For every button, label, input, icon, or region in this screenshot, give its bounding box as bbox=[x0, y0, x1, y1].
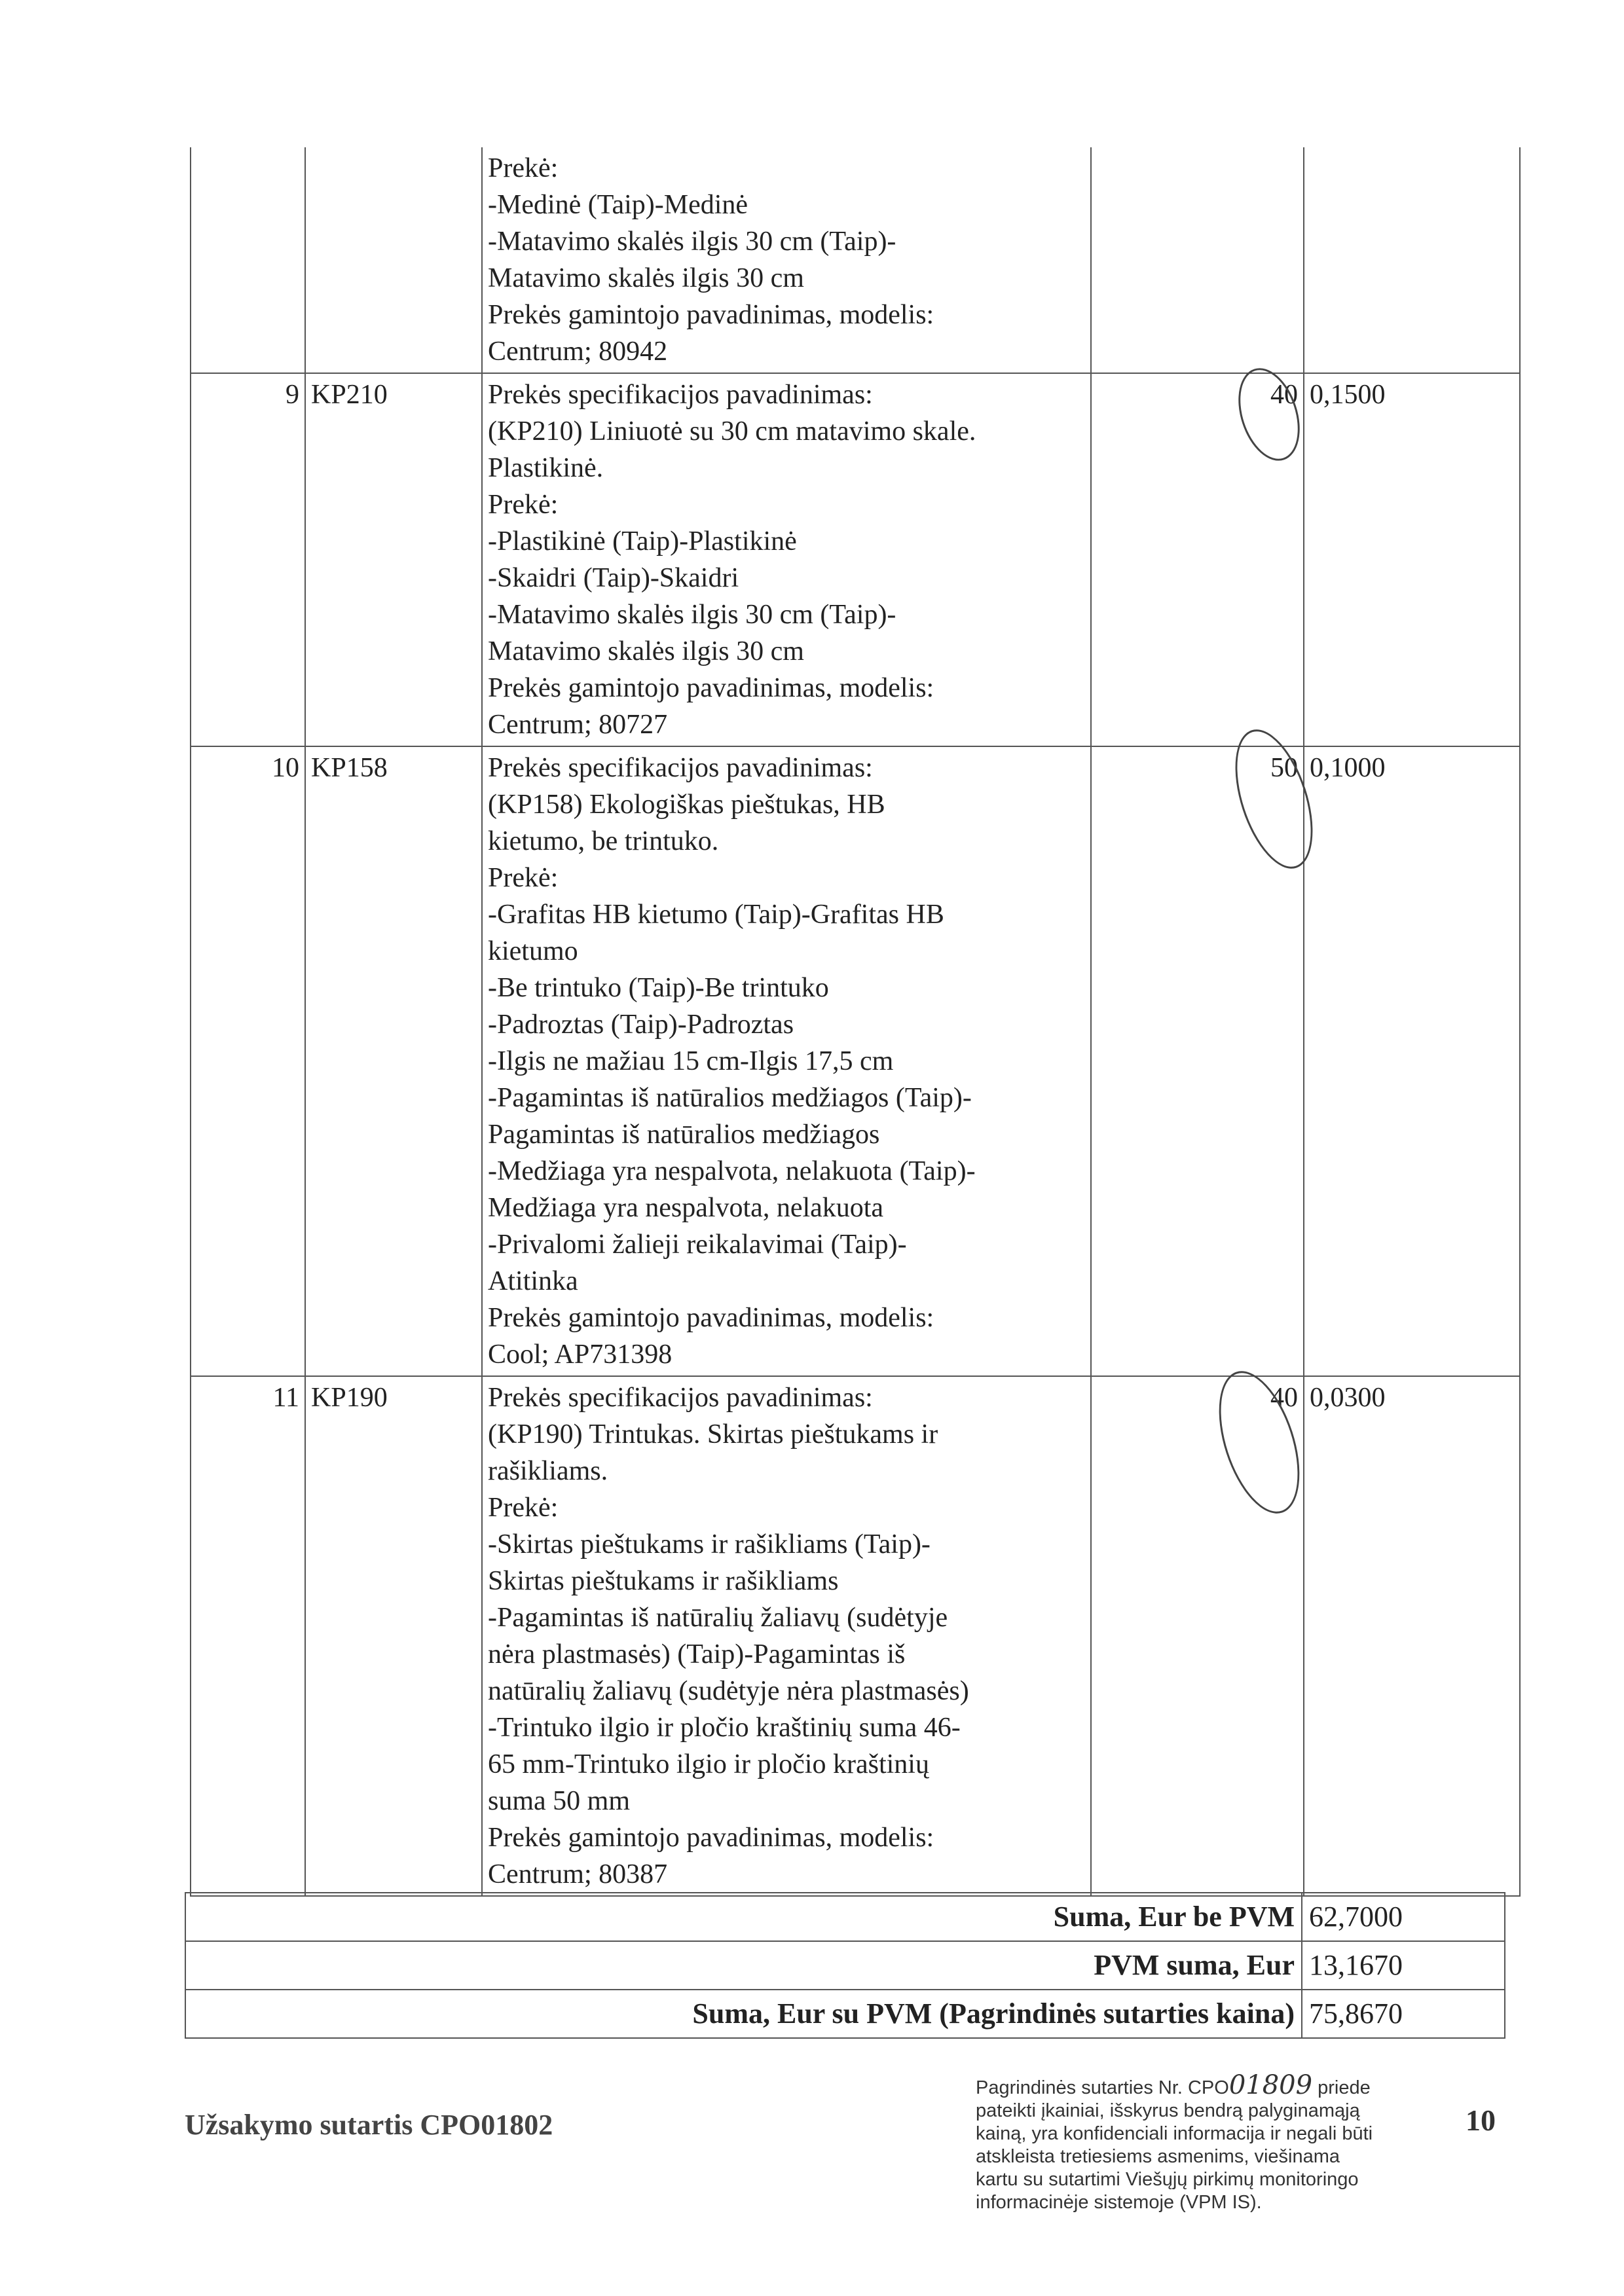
total-label-net: Suma, Eur be PVM bbox=[185, 1893, 1302, 1941]
description-line: Prekės specifikacijos pavadinimas: bbox=[488, 380, 873, 410]
item-quantity: 40 bbox=[1091, 373, 1304, 746]
items-table-body bbox=[191, 147, 1520, 1896]
total-label-gross: Suma, Eur su PVM (Pagrindinės sutarties kaina) bbox=[185, 1990, 1302, 2038]
description-line: (KP210) Liniuotė su 30 cm matavimo skale. bbox=[488, 416, 976, 446]
item-unit-price: 0,1500 bbox=[1304, 373, 1520, 746]
note-line: informacinėje sistemoje (VPM IS). bbox=[976, 2192, 1262, 2213]
note-line: kartu su sutartimi Viešųjų pirkimų monitoringo bbox=[976, 2169, 1359, 2190]
contract-title: Užsakymo sutartis CPO01802 bbox=[185, 2109, 553, 2141]
description-line: 65 mm-Trintuko ilgio ir pločio kraštinių bbox=[488, 1749, 929, 1779]
total-label-vat: PVM suma, Eur bbox=[185, 1941, 1302, 1990]
description-line: -Medžiaga yra nespalvota, nelakuota (Taip)- bbox=[488, 1156, 976, 1186]
item-unit-price bbox=[1304, 147, 1520, 373]
description-line: Pagamintas iš natūralios medžiagos bbox=[488, 1120, 880, 1150]
description-line: natūralių žaliavų (sudėtyje nėra plastmasės) bbox=[488, 1676, 969, 1706]
description-line: (KP158) Ekologiškas pieštukas, HB bbox=[488, 790, 885, 820]
description-line: -Plastikinė (Taip)-Plastikinė bbox=[488, 526, 797, 556]
description-line: -Ilgis ne mažiau 15 cm-Ilgis 17,5 cm bbox=[488, 1046, 894, 1076]
description-line: -Skirtas pieštukams ir rašikliams (Taip)- bbox=[488, 1529, 931, 1559]
description-line: suma 50 mm bbox=[488, 1786, 630, 1816]
description-line: -Pagamintas iš natūralių žaliavų (sudėtyje bbox=[488, 1603, 948, 1633]
table-row bbox=[191, 746, 1520, 1376]
description-line: Centrum; 80387 bbox=[488, 1859, 668, 1889]
description-line: Cool; AP731398 bbox=[488, 1339, 673, 1370]
description-line: -Trintuko ilgio ir pločio kraštinių suma 46- bbox=[488, 1713, 961, 1743]
item-number bbox=[191, 147, 305, 373]
description-line: Prekė: bbox=[488, 153, 559, 183]
note-line: pateikti įkainiai, išskyrus bendrą palyginamąją bbox=[976, 2100, 1360, 2121]
description-line: Skirtas pieštukams ir rašikliams bbox=[488, 1566, 839, 1596]
item-code: KP158 bbox=[305, 746, 482, 1376]
note-lines bbox=[976, 2100, 1473, 2214]
item-number: 10 bbox=[191, 746, 305, 1376]
total-value-vat: 13,1670 bbox=[1302, 1941, 1505, 1990]
description-line: kietumo bbox=[488, 936, 578, 966]
description-line: Plastikinė. bbox=[488, 453, 604, 483]
item-code: KP190 bbox=[305, 1376, 482, 1896]
description-line: rašikliams. bbox=[488, 1456, 608, 1486]
totals-row-vat bbox=[185, 1941, 1505, 1990]
table-row bbox=[191, 1376, 1520, 1896]
item-description bbox=[482, 373, 1091, 746]
item-unit-price: 0,0300 bbox=[1304, 1376, 1520, 1896]
totals-row-gross bbox=[185, 1990, 1505, 2038]
description-line: Prekė: bbox=[488, 1493, 559, 1523]
description-line: Prekės gamintojo pavadinimas, modelis: bbox=[488, 1823, 934, 1853]
item-quantity: 50 bbox=[1091, 746, 1304, 1376]
total-value-net: 62,7000 bbox=[1302, 1893, 1505, 1941]
description-line: -Pagamintas iš natūralios medžiagos (Taip)- bbox=[488, 1083, 972, 1113]
description-line: -Privalomi žalieji reikalavimai (Taip)- bbox=[488, 1230, 907, 1260]
item-quantity bbox=[1091, 147, 1304, 373]
description-line: -Skaidri (Taip)-Skaidri bbox=[488, 563, 739, 593]
items-table bbox=[190, 147, 1521, 1897]
item-number: 9 bbox=[191, 373, 305, 746]
total-value-gross: 75,8670 bbox=[1302, 1990, 1505, 2038]
totals-row-net bbox=[185, 1893, 1505, 1941]
description-line: Matavimo skalės ilgis 30 cm bbox=[488, 263, 804, 293]
description-line: -Padroztas (Taip)-Padroztas bbox=[488, 1010, 794, 1040]
description-line: Prekės gamintojo pavadinimas, modelis: bbox=[488, 1303, 934, 1333]
item-unit-price: 0,1000 bbox=[1304, 746, 1520, 1376]
handwritten-contract-number: 01809 bbox=[1228, 2070, 1313, 2100]
page-number: 10 bbox=[1466, 2104, 1496, 2137]
item-description bbox=[482, 746, 1091, 1376]
confidentiality-note bbox=[976, 2070, 1473, 2214]
item-number: 11 bbox=[191, 1376, 305, 1896]
table-row bbox=[191, 147, 1520, 373]
description-line: Prekė: bbox=[488, 863, 559, 893]
item-code: KP210 bbox=[305, 373, 482, 746]
description-line: kietumo, be trintuko. bbox=[488, 826, 719, 856]
description-line: Prekės gamintojo pavadinimas, modelis: bbox=[488, 300, 934, 330]
description-line: Atitinka bbox=[488, 1266, 578, 1296]
description-line: Medžiaga yra nespalvota, nelakuota bbox=[488, 1193, 884, 1223]
description-line: -Matavimo skalės ilgis 30 cm (Taip)- bbox=[488, 227, 896, 257]
description-line: Centrum; 80942 bbox=[488, 337, 668, 367]
description-line: -Grafitas HB kietumo (Taip)-Grafitas HB bbox=[488, 900, 944, 930]
description-line: nėra plastmasės) (Taip)-Pagamintas iš bbox=[488, 1639, 906, 1669]
description-line: Matavimo skalės ilgis 30 cm bbox=[488, 636, 804, 666]
description-line: Prekė: bbox=[488, 490, 559, 520]
description-line: -Medinė (Taip)-Medinė bbox=[488, 190, 748, 220]
description-line: -Be trintuko (Taip)-Be trintuko bbox=[488, 973, 829, 1003]
item-description bbox=[482, 147, 1091, 373]
description-line: Prekės gamintojo pavadinimas, modelis: bbox=[488, 673, 934, 703]
description-line: Centrum; 80727 bbox=[488, 710, 668, 740]
item-code bbox=[305, 147, 482, 373]
note-line: kainą, yra konfidenciali informacija ir negali būti bbox=[976, 2123, 1373, 2144]
description-line: -Matavimo skalės ilgis 30 cm (Taip)- bbox=[488, 600, 896, 630]
table-row bbox=[191, 373, 1520, 746]
note-line: atskleista tretiesiems asmenims, viešinama bbox=[976, 2146, 1340, 2167]
item-quantity: 40 bbox=[1091, 1376, 1304, 1896]
description-line: Prekės specifikacijos pavadinimas: bbox=[488, 753, 873, 783]
description-line: (KP190) Trintukas. Skirtas pieštukams ir bbox=[488, 1419, 938, 1449]
item-description bbox=[482, 1376, 1091, 1896]
totals-table bbox=[185, 1892, 1505, 2039]
note-after: priede bbox=[1312, 2077, 1371, 2098]
note-prefix: Pagrindinės sutarties Nr. CPO bbox=[976, 2077, 1229, 2098]
description-line: Prekės specifikacijos pavadinimas: bbox=[488, 1383, 873, 1413]
